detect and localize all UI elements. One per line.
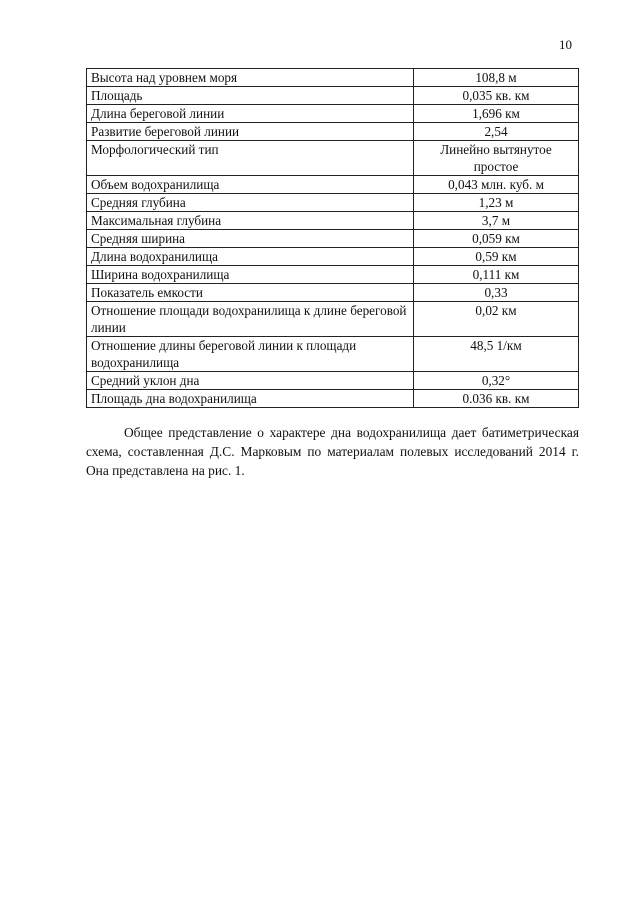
parameter-name: Отношение площади водохранилища к длине береговой линии: [87, 302, 414, 337]
parameter-name: Высота над уровнем моря: [87, 69, 414, 87]
parameter-value: Линейно вытянутое простое: [414, 141, 579, 176]
parameter-name: Длина береговой линии: [87, 105, 414, 123]
parameter-value: 0,02 км: [414, 302, 579, 337]
table-row: [87, 69, 579, 87]
table-row: [87, 372, 579, 390]
parameter-value: 0,32°: [414, 372, 579, 390]
table-row: [87, 87, 579, 105]
table-row: [87, 212, 579, 230]
body-paragraph: Общее представление о характере дна водохранилища дает батиметрическая схема, составленная Д.С. Марковым по материалам полевых исследований 2014 г. Она представлена на рис. 1.: [86, 425, 579, 478]
reservoir-parameters-table: [86, 68, 579, 408]
table-row: [87, 194, 579, 212]
parameter-value: 108,8 м: [414, 69, 579, 87]
parameter-name: Морфологический тип: [87, 141, 414, 176]
parameter-name: Средняя ширина: [87, 230, 414, 248]
table-row: [87, 123, 579, 141]
parameter-name: Ширина водохранилища: [87, 266, 414, 284]
parameter-value: 1,696 км: [414, 105, 579, 123]
table-row: [87, 141, 579, 176]
parameter-value: 0,111 км: [414, 266, 579, 284]
parameter-value: 0,035 кв. км: [414, 87, 579, 105]
parameter-name: Показатель емкости: [87, 284, 414, 302]
table-row: [87, 230, 579, 248]
parameter-name: Площадь: [87, 87, 414, 105]
table-row: [87, 302, 579, 337]
parameter-value: 0,043 млн. куб. м: [414, 176, 579, 194]
table-row: [87, 105, 579, 123]
table-row: [87, 248, 579, 266]
parameter-name: Развитие береговой линии: [87, 123, 414, 141]
table-row: [87, 337, 579, 372]
parameter-value: 48,5 1/км: [414, 337, 579, 372]
parameter-value: 1,23 м: [414, 194, 579, 212]
table-row: [87, 284, 579, 302]
parameter-name: Отношение длины береговой линии к площади водохранилища: [87, 337, 414, 372]
parameter-name: Объем водохранилища: [87, 176, 414, 194]
parameter-value: 3,7 м: [414, 212, 579, 230]
parameter-value: 2,54: [414, 123, 579, 141]
parameter-name: Площадь дна водохранилища: [87, 390, 414, 408]
parameter-value: 0,33: [414, 284, 579, 302]
parameter-name: Средняя глубина: [87, 194, 414, 212]
page-number: 10: [559, 37, 572, 52]
parameter-name: Длина водохранилища: [87, 248, 414, 266]
parameter-name: Средний уклон дна: [87, 372, 414, 390]
table-row: [87, 266, 579, 284]
parameter-value: 0,059 км: [414, 230, 579, 248]
parameter-value: 0.036 кв. км: [414, 390, 579, 408]
parameter-name: Максимальная глубина: [87, 212, 414, 230]
parameter-value: 0,59 км: [414, 248, 579, 266]
table-row: [87, 390, 579, 408]
table-row: [87, 176, 579, 194]
